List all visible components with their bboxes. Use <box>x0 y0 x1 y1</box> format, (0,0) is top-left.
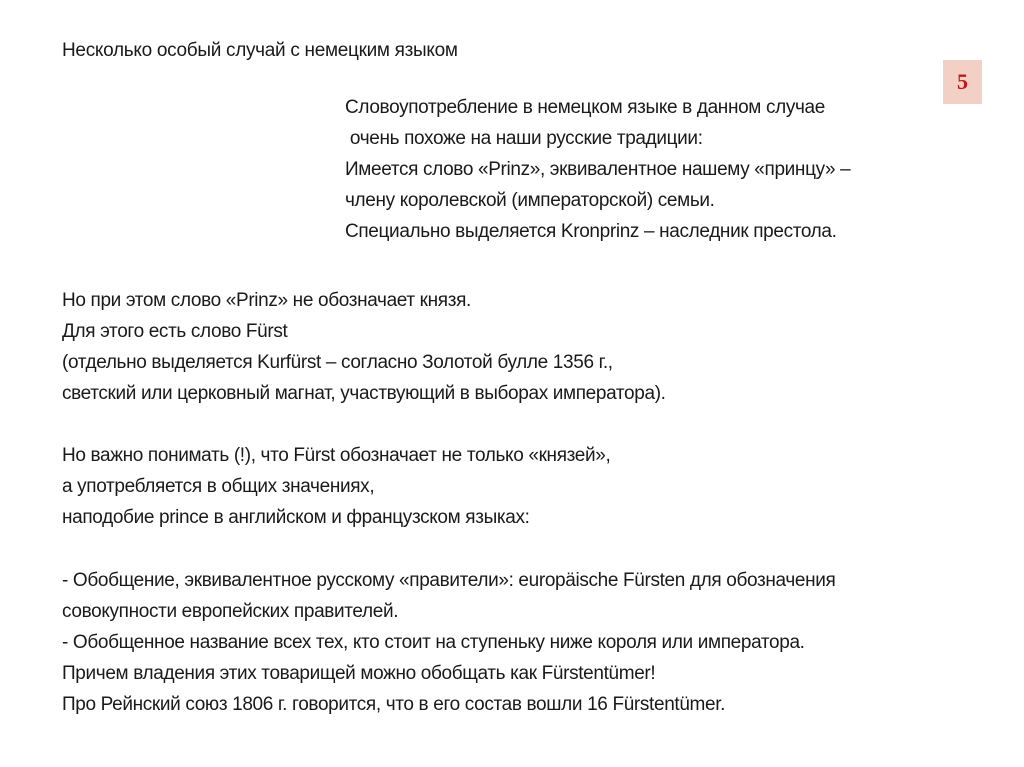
slide-title: Несколько особый случай с немецким языком <box>62 40 458 61</box>
text-line: члену королевской (императорской) семьи. <box>345 190 715 211</box>
text-line: Словоупотребление в немецком языке в данном случае <box>345 97 825 118</box>
text-line: светский или церковный магнат, участвующий в выборах императора). <box>62 383 666 404</box>
usages-paragraph <box>62 565 835 720</box>
text-line: Но при этом слово «Prinz» не обозначает князя. <box>62 290 471 311</box>
important-paragraph <box>62 440 610 533</box>
text-line: совокупности европейских правителей. <box>62 601 399 622</box>
text-line: наподобие prince в английском и французском языках: <box>62 507 530 528</box>
intro-paragraph <box>345 92 850 247</box>
text-line: - Обобщенное название всех тех, кто стоит на ступеньку ниже короля или императора. <box>62 632 805 653</box>
text-line: Имеется слово «Prinz», эквивалентное нашему «принцу» – <box>345 159 851 180</box>
text-line: очень похоже на наши русские традиции: <box>345 128 703 149</box>
slide-number-badge: 5 <box>943 60 982 104</box>
text-line: Про Рейнский союз 1806 г. говорится, что в его состав вошли 16 Fürstentümer. <box>62 694 726 715</box>
text-line: Для этого есть слово Fürst <box>62 321 288 342</box>
text-line: (отдельно выделяется Kurfürst – согласно Золотой булле 1356 г., <box>62 352 613 373</box>
text-line: Специально выделяется Kronprinz – наследник престола. <box>345 221 837 242</box>
text-line: Причем владения этих товарищей можно обобщать как Fürstentümer! <box>62 663 656 684</box>
text-line: - Обобщение, эквивалентное русскому «правители»: europäische Fürsten для обозначения <box>62 570 836 591</box>
text-line: а употребляется в общих значениях, <box>62 476 375 497</box>
furst-paragraph <box>62 285 666 409</box>
text-line: Но важно понимать (!), что Fürst обозначает не только «князей», <box>62 445 611 466</box>
